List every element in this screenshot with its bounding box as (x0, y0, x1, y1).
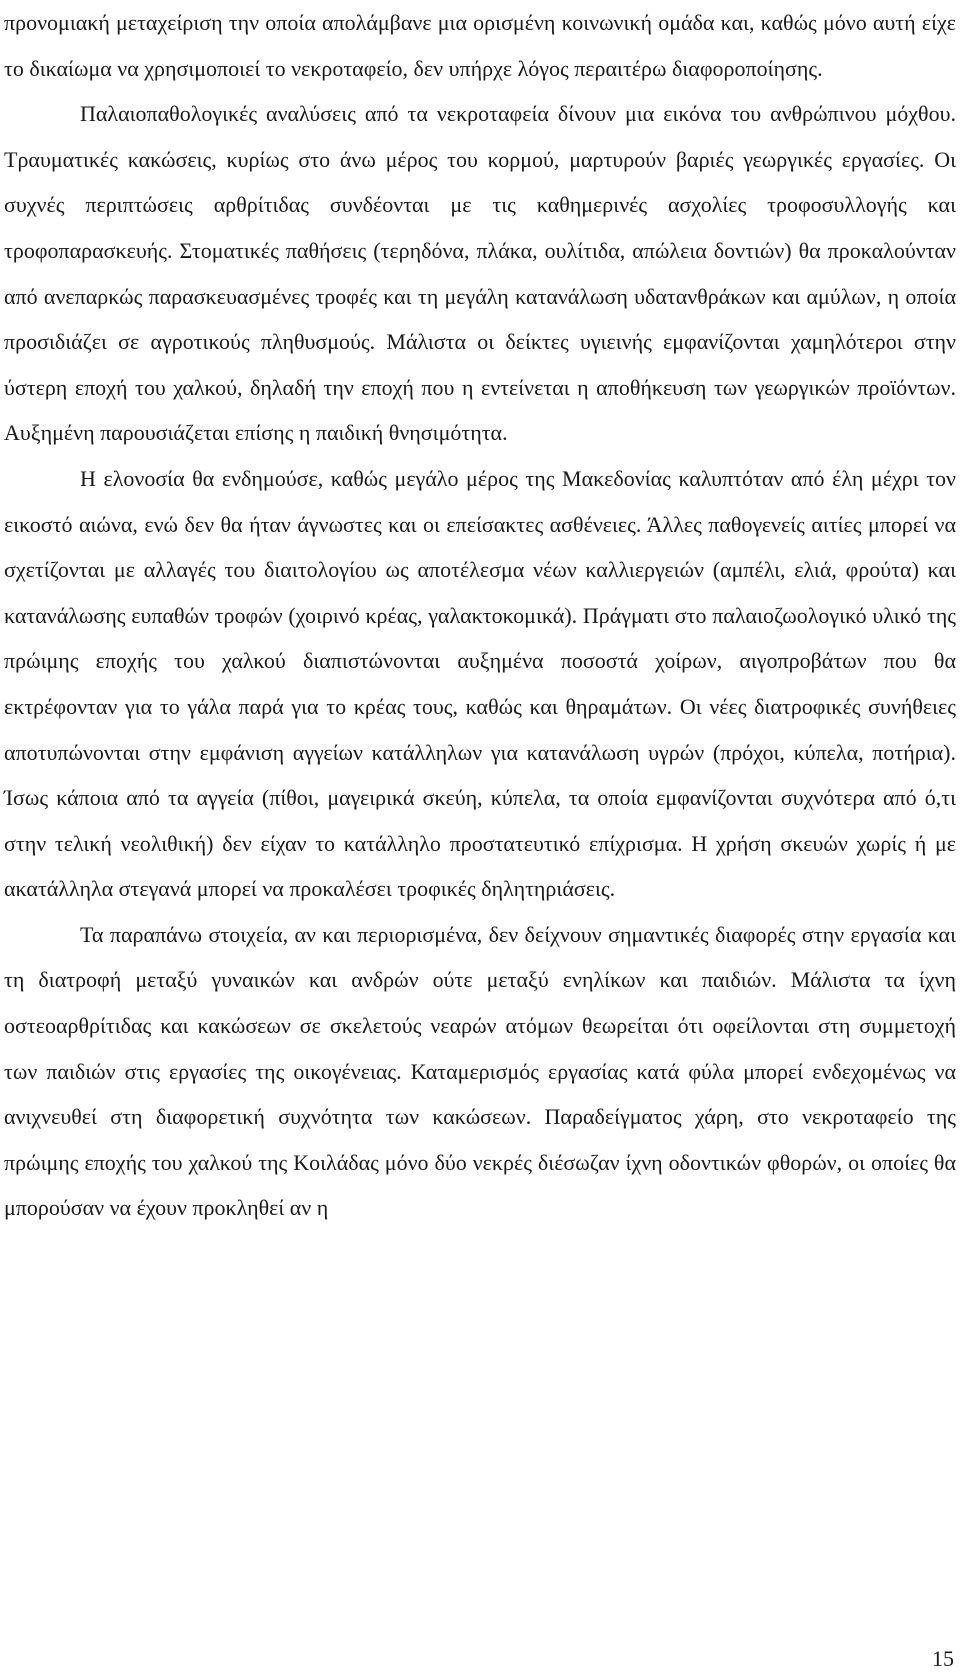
paragraph-4: Τα παραπάνω στοιχεία, αν και περιορισμένα, δεν δείχνουν σημαντικές διαφορές στην εργασία και τη διατροφή μεταξύ γυναικών και ανδρών ούτε μεταξύ ενηλίκων και παιδιών. Μάλιστα τα ίχνη οστεοαρθρίτιδας και κακώσεων σε σκελετούς νεαρών ατόμων θεωρείται ότι οφείλονται στη συμμετοχή των παιδιών στις εργασίες της οικογένειας. Καταμερισμός εργασίας κατά φύλα μπορεί ενδεχομένως να ανιχνευθεί στη διαφορετική συχνότητα των κακώσεων. Παραδείγματος χάρη, στο νεκροταφείο της πρώιμης εποχής του χαλκού της Κοιλάδας μόνο δύο νεκρές διέσωζαν ίχνη οδοντικών φθορών, οι οποίες θα μπορούσαν να έχουν προκληθεί αν η (4, 921, 956, 1221)
paragraph-3: Η ελονοσία θα ενδημούσε, καθώς μεγάλο μέρος της Μακεδονίας καλυπτόταν από έλη μέχρι τον εικοστό αιώνα, ενώ δεν θα ήταν άγνωστες και οι επείσακτες ασθένειες. Άλλες παθογενείς αιτίες μπορεί να σχετίζονται με αλλαγές του διαιτολογίου ως αποτέλεσμα νέων καλλιεργειών (αμπέλι, ελιά, φρούτα) και κατανάλωσης ευπαθών τροφών (χοιρινό κρέας, γαλακτοκομικά). Πράγματι στο παλαιοζωολογικό υλικό της πρώιμης εποχής του χαλκού διαπιστώνονται αυξημένα ποσοστά χοίρων, αιγοπροβάτων που θα εκτρέφονταν για το γάλα παρά για το κρέας τους, καθώς και θηραμάτων. Οι νέες διατροφικές συνήθειες αποτυπώνονται στην εμφάνιση αγγείων κατάλληλων για κατανάλωση υγρών (πρόχοι, κύπελα, ποτήρια). Ίσως κάποια από τα αγγεία (πίθοι, μαγειρικά σκεύη, κύπελα, τα οποία εμφανίζονται συχνότερα από ό,τι στην τελική νεολιθική) δεν είχαν το κατάλληλο προστατευτικό επίχρισμα. Η χρήση σκευών χωρίς ή με ακατάλληλα στεγανά μπορεί να προκαλέσει τροφικές δηλητηριάσεις. (4, 465, 956, 902)
page-number: 15 (932, 1646, 954, 1671)
body-text (4, 0, 956, 1231)
paragraph-2: Παλαιοπαθολογικές αναλύσεις από τα νεκροταφεία δίνουν μια εικόνα του ανθρώπινου μόχθου. Τραυματικές κακώσεις, κυρίως στο άνω μέρος του κορμού, μαρτυρούν βαριές γεωργικές εργασίες. Οι συχνές περιπτώσεις αρθρίτιδας συνδέονται με τις καθημερινές ασχολίες τροφοσυλλογής και τροφοπαρασκευής. Στοματικές παθήσεις (τερηδόνα, πλάκα, ουλίτιδα, απώλεια δοντιών) θα προκαλούνταν από ανεπαρκώς παρασκευασμένες τροφές και τη μεγάλη κατανάλωση υδατανθράκων και αμύλων, η οποία προσιδιάζει σε αγροτικούς πληθυσμούς. Μάλιστα οι δείκτες υγιεινής εμφανίζονται χαμηλότεροι στην ύστερη εποχή του χαλκού, δηλαδή την εποχή που η εντείνεται η αποθήκευση των γεωργικών προϊόντων. Αυξημένη παρουσιάζεται επίσης η παιδική θνησιμότητα. (4, 101, 956, 446)
paragraph-1: προνομιακή μεταχείριση την οποία απολάμβανε μια ορισμένη κοινωνική ομάδα και, καθώς μόνο αυτή είχε το δικαίωμα να χρησιμοποιεί το νεκροταφείο, δεν υπήρχε λόγος περαιτέρω διαφοροποίησης. (4, 10, 956, 81)
